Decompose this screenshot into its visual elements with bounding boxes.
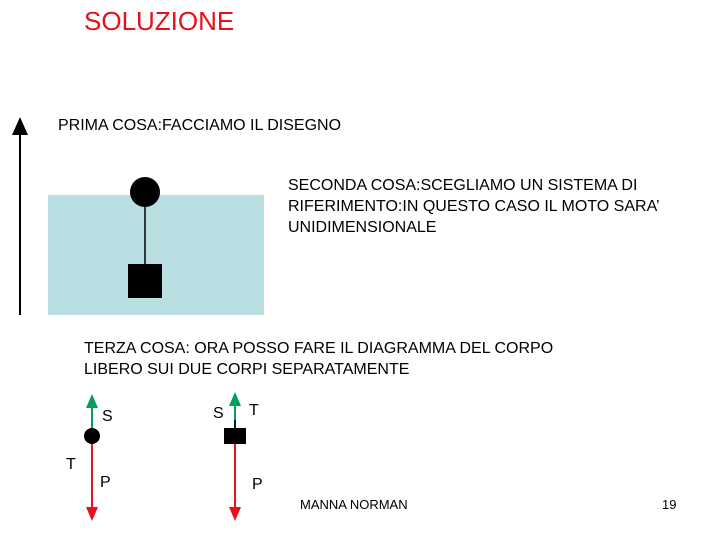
step-three-text: TERZA COSA: ORA POSSO FARE IL DIAGRAMMA DEL CORPO LIBERO SUI DUE CORPI SEPARATAMENTE [84, 340, 554, 378]
sphere-buoyancy-label: S [102, 408, 113, 425]
sphere-fbd-body [84, 428, 100, 444]
step-one-text: PRIMA COSA:FACCIAMO IL DISEGNO [58, 117, 342, 134]
sphere-weight-label: P [100, 474, 111, 491]
page-number: 19 [662, 497, 677, 512]
block-body [128, 264, 162, 298]
step-two-text: SECONDA COSA:SCEGLIAMO UN SISTEMA DI RIFERIMENTO:IN QUESTO CASO IL MOTO SARA’ UNIDIMENSIONALE [288, 177, 660, 236]
sphere-body [130, 177, 160, 207]
block-weight-label: P [252, 476, 263, 493]
footer-author: MANNA NORMAN [300, 497, 408, 512]
sphere-tension-label: T [66, 456, 76, 473]
block-buoyancy-label: S [213, 405, 224, 422]
slide-title: SOLUZIONE [84, 6, 235, 36]
block-fbd-body [224, 428, 246, 444]
block-tension-label: T [249, 402, 259, 419]
